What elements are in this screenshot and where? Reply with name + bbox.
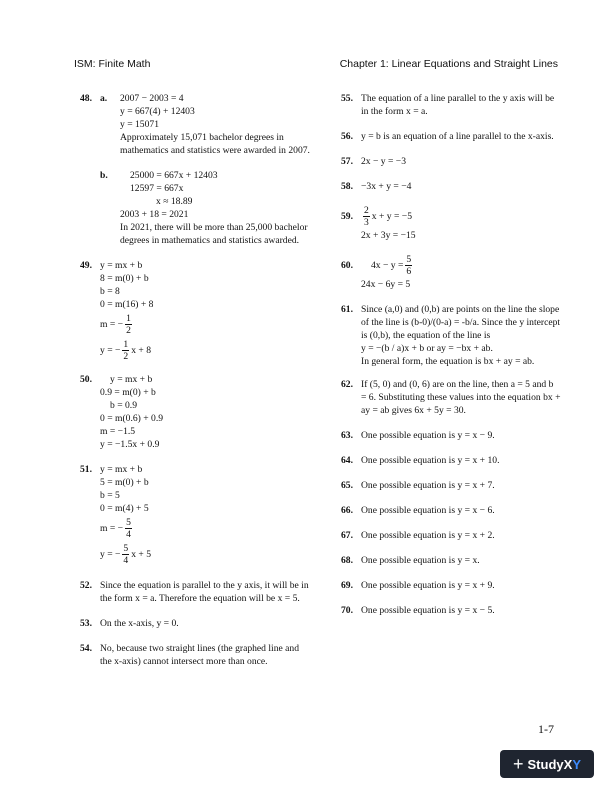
equation-line: 25000 = 667x + 12403 (130, 170, 218, 181)
problem-64 (341, 454, 561, 467)
equation-line: y = 667(4) + 12403 (120, 106, 195, 117)
answer-text: One possible equation is (361, 530, 456, 541)
problem-number: 66. (341, 505, 353, 516)
problem-number: 56. (341, 131, 353, 142)
equation: y = x + 9. (457, 580, 495, 591)
left-column (80, 92, 310, 668)
problem-67 (341, 529, 561, 542)
equation: y = x + 7. (457, 480, 495, 491)
equation-lhs: m = − (100, 522, 124, 534)
logo-text-accent: Y (572, 756, 581, 772)
problem-68 (341, 554, 561, 567)
equation-line: 5 = m(0) + b (100, 477, 149, 488)
equation-line: y = −(b / a)x + b or ay = −bx + ab. (361, 343, 493, 354)
logo-text: StudyX (527, 756, 573, 772)
denominator: 4 (123, 554, 129, 566)
numerator: 5 (123, 542, 129, 554)
answer-text: One possible equation is (361, 430, 456, 441)
equation-line: y = mx + b (100, 260, 143, 271)
equation-lhs: y = − (100, 344, 121, 356)
page-number: 1-7 (538, 722, 554, 736)
equation-line: 0.9 = m(0) + b (100, 387, 156, 398)
plus-icon: + (513, 753, 524, 774)
denominator: 4 (126, 528, 131, 540)
answer-text: The equation of a line parallel to the y axis will be in the form x = a. (361, 93, 555, 117)
problem-number: 60. (341, 260, 353, 271)
equation-line: 0 = m(4) + 5 (100, 503, 149, 514)
problem-number: 61. (341, 304, 353, 315)
problem-number: 49. (80, 260, 92, 271)
equation-lhs: 4x − y = (371, 259, 404, 271)
equation-line: m = −1.5 (100, 426, 136, 437)
problem-number: 69. (341, 580, 353, 591)
fraction (405, 254, 412, 277)
equation-line: y = mx + b (100, 464, 143, 475)
equation: y = x − 5. (457, 605, 495, 616)
numerator: 2 (364, 204, 369, 216)
problem-number: 70. (341, 605, 353, 616)
equation-lhs: y = − (100, 548, 121, 560)
equation-line: 24x − 6y = 5 (361, 279, 411, 290)
equation-line: 12597 = 667x (130, 183, 184, 194)
answer-text: One possible equation is (361, 580, 456, 591)
denominator: 2 (126, 324, 131, 336)
problem-number: 68. (341, 555, 353, 566)
numerator: 1 (123, 338, 129, 350)
problem-65 (341, 479, 561, 492)
fraction-equation (100, 515, 310, 541)
problem-53 (80, 617, 310, 630)
problem-55 (341, 92, 561, 118)
problem-number: 55. (341, 93, 353, 104)
problem-62 (341, 378, 561, 417)
answer-text: Since (a,0) and (0,b) are points on the line the slope of the line is (b-0)/(0-a) = -b/a. Since the y intercept is (0,b), the equation of the line is (361, 304, 561, 341)
fraction-equation (361, 203, 561, 229)
problem-63 (341, 429, 561, 442)
fraction (122, 543, 129, 566)
problem-69 (341, 579, 561, 592)
problem-60 (341, 252, 561, 291)
problem-number: 52. (80, 580, 92, 591)
problem-number: 67. (341, 530, 353, 541)
numerator: 1 (126, 312, 131, 324)
part-a (100, 92, 310, 157)
fraction-equation (100, 337, 310, 363)
equation-line: b = 5 (100, 490, 120, 501)
answer-text: No, because two straight lines (the graphed line and the x-axis) cannot intersect more than once. (100, 643, 300, 667)
equation-line: 2x + 3y = −15 (361, 230, 416, 241)
part-label: b. (100, 170, 108, 181)
answer-text: If (5, 0) and (0, 6) are on the line, then a = 5 and b = 6. Substituting these values into the equation bx + ay = ab gives 6x + 5y = 30. (361, 379, 561, 416)
part-b (100, 169, 310, 247)
fraction-equation (100, 541, 310, 567)
problem-number: 50. (80, 374, 92, 385)
problem-number: 54. (80, 643, 92, 654)
answer-text: In 2021, there will be more than 25,000 bachelor degrees in mathematics and statistics awarded. (120, 222, 308, 246)
problem-56 (341, 130, 561, 143)
problem-number: 53. (80, 618, 92, 629)
equation-line: 2x − y = −3 (361, 156, 407, 167)
fraction (125, 313, 132, 336)
problem-52 (80, 579, 310, 605)
part-label: a. (100, 93, 108, 104)
answer-text: Approximately 15,071 bachelor degrees in mathematics and statistics were awarded in 2007. (120, 132, 310, 156)
equation-line: y = 15071 (120, 119, 159, 130)
equation-line: y = mx + b (110, 374, 153, 385)
equation-line: 0 = m(16) + 8 (100, 299, 154, 310)
equation-line: 2007 − 2003 = 4 (120, 93, 184, 104)
numerator: 5 (406, 253, 412, 265)
problem-number: 57. (341, 156, 353, 167)
equation-line: 0 = m(0.6) + 0.9 (100, 413, 164, 424)
fraction (363, 205, 370, 228)
fraction-equation (361, 252, 561, 278)
numerator: 5 (126, 516, 131, 528)
answer-text: In general form, the equation is bx + ay = ab. (361, 356, 535, 367)
denominator: 2 (123, 350, 129, 362)
equation-rhs: x + 8 (131, 344, 152, 356)
problem-54 (80, 642, 310, 668)
problem-49 (80, 259, 310, 363)
equation-line: b = 8 (100, 286, 120, 297)
answer-text: One possible equation is (361, 555, 456, 566)
equation: y = x − 6. (457, 505, 495, 516)
problem-57 (341, 155, 561, 168)
problem-number: 51. (80, 464, 92, 475)
problem-number: 64. (341, 455, 353, 466)
equation-rhs: x + 5 (131, 548, 152, 560)
problem-58 (341, 180, 561, 193)
answer-text: One possible equation is (361, 455, 456, 466)
problem-70 (341, 604, 561, 617)
problem-66 (341, 504, 561, 517)
answer-text: Since the equation is parallel to the y axis, it will be in the form x = a. Therefore the equation will be x = 5. (100, 580, 309, 604)
problem-50 (80, 373, 310, 451)
studyx-logo (500, 750, 594, 778)
fraction (125, 517, 132, 540)
answer-text: One possible equation is (361, 505, 456, 516)
answer-text: One possible equation is (361, 480, 456, 491)
denominator: 3 (364, 216, 369, 228)
equation-line: y = −1.5x + 0.9 (100, 439, 160, 450)
fraction-equation (100, 311, 310, 337)
header-book-title: ISM: Finite Math (74, 58, 151, 70)
equation: y = x + 2. (457, 530, 495, 541)
equation: y = x − 9. (457, 430, 495, 441)
problem-number: 65. (341, 480, 353, 491)
denominator: 6 (406, 265, 412, 277)
problem-59 (341, 203, 561, 242)
problem-number: 63. (341, 430, 353, 441)
equation-rhs: x + y = −5 (371, 210, 413, 222)
fraction (122, 339, 129, 362)
problem-61 (341, 303, 561, 368)
problem-number: 59. (341, 211, 353, 222)
equation-line: b = 0.9 (110, 400, 137, 411)
header-chapter-title: Chapter 1: Linear Equations and Straight Lines (339, 58, 558, 70)
equation: y = x. (457, 555, 480, 566)
answer-text: On the x-axis, y = 0. (100, 618, 179, 629)
problem-number: 58. (341, 181, 353, 192)
problem-number: 48. (80, 93, 92, 104)
problem-48 (80, 92, 310, 247)
equation-line: 8 = m(0) + b (100, 273, 149, 284)
problem-number: 62. (341, 379, 353, 390)
equation-line: −3x + y = −4 (361, 181, 412, 192)
equation-line: x ≈ 18.89 (156, 196, 193, 207)
equation: y = x + 10. (457, 455, 500, 466)
answer-text: y = b is an equation of a line parallel to the x-axis. (361, 131, 554, 142)
problem-51 (80, 463, 310, 567)
right-column (341, 92, 561, 617)
equation-lhs: m = − (100, 318, 124, 330)
answer-text: One possible equation is (361, 605, 456, 616)
equation-line: 2003 + 18 = 2021 (120, 209, 189, 220)
